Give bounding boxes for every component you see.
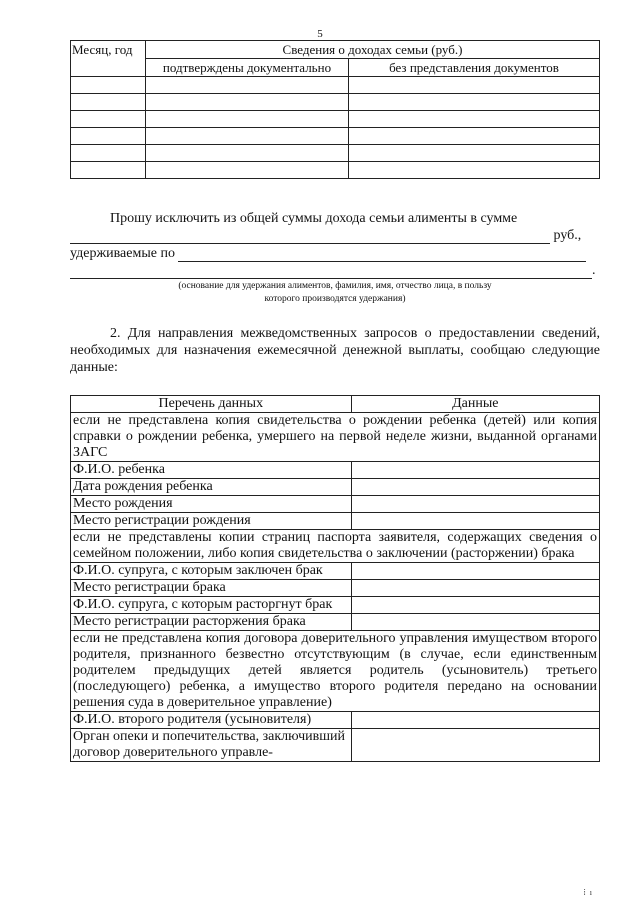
alimony-caption — [90, 280, 580, 306]
birth-condition: если не представлена копия свидетельства о рождении ребенка (детей) или копия справки о рождении ребенка, умершего на первой неделе жизни, выданной органами ЗАГС — [71, 413, 600, 462]
confirmed-cell[interactable] — [146, 77, 349, 94]
second-parent-field[interactable] — [351, 712, 599, 729]
section-2-text: 2. Для направления межведомственных запросов о предоставлении сведений, необходимых для назначения ежемесячной денежной выплаты, сообщаю следующие данные: — [70, 326, 600, 375]
alimony-extra-row: . — [70, 262, 600, 279]
confirmed-cell[interactable] — [146, 111, 349, 128]
child-dob-label: Дата рождения ребенка — [71, 479, 352, 496]
unconfirmed-cell[interactable] — [349, 128, 600, 145]
divorce-reg-label: Место регистрации расторжения брака — [71, 614, 352, 631]
confirmed-header: подтверждены документально — [146, 59, 349, 77]
withheld-by-label: удерживаемые по — [70, 246, 175, 261]
marriage-reg-label: Место регистрации брака — [71, 580, 352, 597]
table-row — [71, 77, 600, 94]
month-cell[interactable] — [71, 77, 146, 94]
marriage-condition: если не представлены копии страниц паспорта заявителя, содержащих сведения о семейном положении, либо копия свидетельства о заключении (расторжении) брака — [71, 530, 600, 563]
guardianship-label: Орган опеки и попечительства, заключивший договор доверительного управле- — [71, 729, 352, 762]
birth-place-label: Место рождения — [71, 496, 352, 513]
caption-line-2: которого производятся удержания) — [264, 294, 406, 304]
unconfirmed-cell[interactable] — [349, 77, 600, 94]
table-row — [71, 145, 600, 162]
confirmed-cell[interactable] — [146, 94, 349, 111]
trust-condition: если не представлена копия договора доверительного управления имуществом второго родителя, признанного безвестно отсутствующим (в случае, если единственным родителем предыдущих детей является родитель (усыновитель) третьего (последующего) ребенка, а имущество второго родителя передано на основании решения суда в доверительное управление) — [71, 631, 600, 712]
page-number: 5 — [317, 28, 323, 40]
child-dob-field[interactable] — [351, 479, 599, 496]
unconfirmed-cell[interactable] — [349, 94, 600, 111]
month-cell[interactable] — [71, 111, 146, 128]
month-cell[interactable] — [71, 145, 146, 162]
birth-place-field[interactable] — [351, 496, 599, 513]
table-row — [71, 128, 600, 145]
withheld-basis-field-2[interactable] — [70, 265, 592, 279]
month-cell[interactable] — [71, 94, 146, 111]
unconfirmed-cell[interactable] — [349, 162, 600, 179]
unconfirmed-cell[interactable] — [349, 145, 600, 162]
birth-reg-label: Место регистрации рождения — [71, 513, 352, 530]
income-table — [70, 40, 600, 179]
alimony-line: Прошу исключить из общей суммы дохода семьи алименты в сумме — [110, 211, 518, 226]
alimony-basis-row — [70, 245, 600, 262]
rub-label: руб., — [553, 228, 582, 243]
unconfirmed-header: без представления документов — [349, 59, 600, 77]
table-row — [71, 111, 600, 128]
alimony-amount-row — [70, 227, 600, 244]
list-header: Перечень данных — [71, 396, 352, 413]
child-fio-field[interactable] — [351, 462, 599, 479]
marriage-reg-field[interactable] — [351, 580, 599, 597]
divorce-reg-field[interactable] — [351, 614, 599, 631]
data-table — [70, 395, 600, 762]
month-cell[interactable] — [71, 162, 146, 179]
confirmed-cell[interactable] — [146, 128, 349, 145]
divorced-fio-label: Ф.И.О. супруга, с которым расторгнут брак — [71, 597, 352, 614]
second-parent-label: Ф.И.О. второго родителя (усыновителя) — [71, 712, 352, 729]
child-fio-label: Ф.И.О. ребенка — [71, 462, 352, 479]
spouse-fio-field[interactable] — [351, 563, 599, 580]
unconfirmed-cell[interactable] — [349, 111, 600, 128]
data-header: Данные — [351, 396, 599, 413]
confirmed-cell[interactable] — [146, 162, 349, 179]
divorced-fio-field[interactable] — [351, 597, 599, 614]
alimony-amount-field[interactable] — [70, 230, 550, 244]
income-info-header: Сведения о доходах семьи (руб.) — [146, 41, 600, 59]
guardianship-field[interactable] — [351, 729, 599, 762]
table-row — [71, 94, 600, 111]
withheld-basis-field[interactable] — [178, 248, 586, 262]
table-row — [71, 162, 600, 179]
birth-reg-field[interactable] — [351, 513, 599, 530]
scan-marks: ⁞ ı — [583, 888, 592, 897]
caption-line-1: (основание для удержания алиментов, фамилия, имя, отчество лица, в пользу — [178, 281, 492, 291]
confirmed-cell[interactable] — [146, 145, 349, 162]
month-cell[interactable] — [71, 128, 146, 145]
spouse-fio-label: Ф.И.О. супруга, с которым заключен брак — [71, 563, 352, 580]
month-year-header: Месяц, год — [71, 41, 146, 77]
